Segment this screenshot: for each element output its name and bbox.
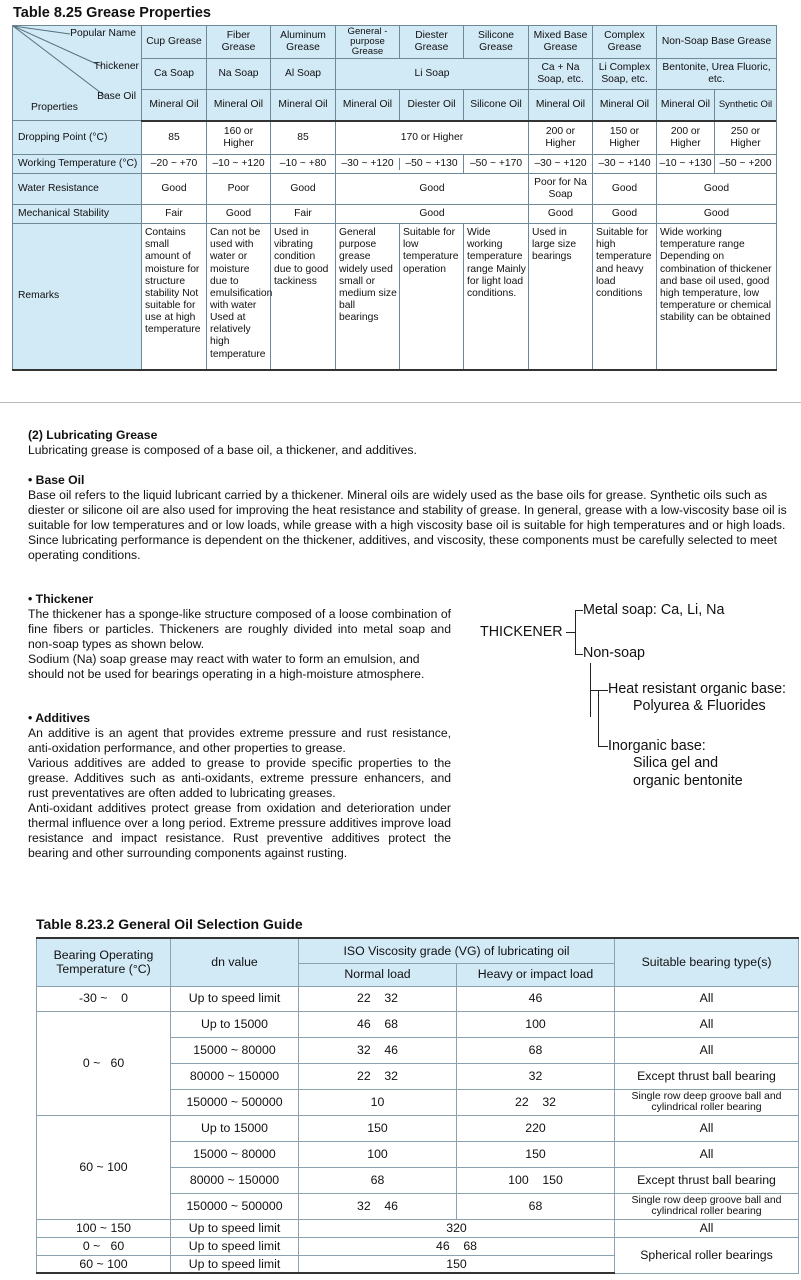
diagram-root-label: THICKENER bbox=[480, 624, 563, 640]
header-corner-cell bbox=[13, 26, 142, 121]
working-cell: –50 ~ +170 bbox=[464, 155, 529, 174]
section-divider bbox=[0, 402, 801, 403]
diagram-metal-soap: Metal soap: Ca, Li, Na bbox=[583, 602, 725, 618]
normal-load-cell: 100 bbox=[299, 1141, 457, 1167]
dropping-cell: 85 bbox=[142, 121, 207, 155]
normal-load-cell: 10 bbox=[299, 1089, 457, 1115]
base-oil-cell: Synthetic Oil bbox=[715, 90, 777, 121]
grease-name: Silicone Grease bbox=[464, 26, 529, 59]
diagram-connector bbox=[575, 654, 583, 655]
header-dn-value: dn value bbox=[171, 938, 299, 986]
normal-load-cell: 68 bbox=[299, 1167, 457, 1193]
grease-name: Fiber Grease bbox=[207, 26, 271, 59]
heavy-load-cell: 100 bbox=[457, 1011, 615, 1037]
grease-name: Aluminum Grease bbox=[271, 26, 336, 59]
grease-properties-table bbox=[12, 25, 777, 371]
dropping-cell: 250 or Higher bbox=[715, 121, 777, 155]
viscosity-merged-cell: 320 bbox=[299, 1219, 615, 1237]
diagram-connector bbox=[590, 663, 591, 717]
heavy-load-cell: 150 bbox=[457, 1141, 615, 1167]
remarks-cell: General purpose grease widely used small or medium size ball bearings bbox=[336, 224, 400, 370]
mech-cell: Fair bbox=[271, 205, 336, 224]
corner-thickener: Thickener bbox=[93, 61, 139, 72]
thickener-cell: Bentonite, Urea Fluoric, etc. bbox=[657, 59, 777, 90]
base-oil-cell: Mineral Oil bbox=[336, 90, 400, 121]
working-cell: –30 ~ +140 bbox=[593, 155, 657, 174]
remarks-cell: Suitable for high temperature and heavy load conditions bbox=[593, 224, 657, 370]
dn-cell: Up to speed limit bbox=[171, 986, 299, 1011]
header-iso-viscosity: ISO Viscosity grade (VG) of lubricating oil bbox=[299, 938, 615, 963]
temperature-cell: 60 ~ 100 bbox=[37, 1115, 171, 1219]
diagram-connector bbox=[575, 610, 583, 611]
base-oil-paragraph: Base oil refers to the liquid lubricant carried by a thickener. Mineral oils are widely used as the base oils for grease. Synthetic oils such as diester or silicone oil are also used for improving the heat resistance and stability of grease. In general, grease with a low-viscosity base oil is suitable for low temperatures and or low loads, while grease with a high viscosity base oil is suitable for high temperatures and or high loads. bbox=[28, 488, 787, 532]
table-8232-title: Table 8.23.2 General Oil Selection Guide bbox=[36, 916, 303, 932]
mech-cell: Good bbox=[207, 205, 271, 224]
diagram-connector bbox=[598, 690, 599, 746]
normal-load-cell: 22 32 bbox=[299, 986, 457, 1011]
normal-load-cell: 46 68 bbox=[299, 1011, 457, 1037]
bearing-type-cell: Except thrust ball bearing bbox=[615, 1167, 799, 1193]
bearing-type-cell: All bbox=[615, 1115, 799, 1141]
dn-cell: 15000 ~ 80000 bbox=[171, 1141, 299, 1167]
working-cell-li-diester: –50 ~ +130 bbox=[405, 158, 458, 170]
remarks-cell: Wide working temperature range Mainly for light load conditions. bbox=[464, 224, 529, 370]
remarks-cell: Contains small amount of moisture for structure stability Not suitable for use at high temperature bbox=[142, 224, 207, 370]
mech-cell: Fair bbox=[142, 205, 207, 224]
bearing-type-cell: All bbox=[615, 1037, 799, 1063]
dropping-cell: 170 or Higher bbox=[336, 121, 529, 155]
base-oil-cell: Silicone Oil bbox=[464, 90, 529, 121]
dropping-cell: 200 or Higher bbox=[529, 121, 593, 155]
lubricating-grease-section bbox=[28, 428, 788, 458]
row-label-mechanical-stability: Mechanical Stability bbox=[13, 205, 142, 224]
mech-cell: Good bbox=[657, 205, 777, 224]
diagram-inorganic: Inorganic base: bbox=[608, 738, 706, 754]
water-cell: Good bbox=[271, 174, 336, 205]
thickener-cell: Al Soap bbox=[271, 59, 336, 90]
dn-cell: Up to speed limit bbox=[171, 1237, 299, 1255]
viscosity-merged-cell: 46 68 bbox=[299, 1237, 615, 1255]
base-oil-paragraph: Since lubricating performance is dependent on the thickener, additives, and viscosity, these components must be carefully selected to meet operating conditions. bbox=[28, 533, 778, 562]
header-heavy-load: Heavy or impact load bbox=[457, 963, 615, 986]
normal-load-cell: 22 32 bbox=[299, 1063, 457, 1089]
normal-load-cell: 32 46 bbox=[299, 1193, 457, 1219]
water-cell: Poor for Na Soap bbox=[529, 174, 593, 205]
bearing-type-cell: All bbox=[615, 986, 799, 1011]
normal-load-cell: 150 bbox=[299, 1115, 457, 1141]
base-oil-cell: Mineral Oil bbox=[271, 90, 336, 121]
row-label-water-resistance: Water Resistance bbox=[13, 174, 142, 205]
bearing-type-cell: All bbox=[615, 1011, 799, 1037]
diagram-connector bbox=[590, 690, 598, 691]
dn-cell: Up to speed limit bbox=[171, 1255, 299, 1273]
oil-selection-table bbox=[36, 937, 799, 1274]
normal-load-cell: 32 46 bbox=[299, 1037, 457, 1063]
dropping-cell: 200 or Higher bbox=[657, 121, 715, 155]
working-cell: –10 ~ +120 bbox=[207, 155, 271, 174]
water-cell: Good bbox=[657, 174, 777, 205]
heavy-load-cell: 22 32 bbox=[457, 1089, 615, 1115]
base-oil-cell: Mineral Oil bbox=[207, 90, 271, 121]
row-label-remarks: Remarks bbox=[13, 224, 142, 370]
lubricating-grease-heading: (2) Lubricating Grease bbox=[28, 428, 158, 442]
base-oil-cell: Diester Oil bbox=[400, 90, 464, 121]
working-cell: –30 ~ +120 bbox=[529, 155, 593, 174]
working-cell: –10 ~ +80 bbox=[271, 155, 336, 174]
thickener-cell: Ca Soap bbox=[142, 59, 207, 90]
mech-cell: Good bbox=[529, 205, 593, 224]
dn-cell: 15000 ~ 80000 bbox=[171, 1037, 299, 1063]
grease-name: Complex Grease bbox=[593, 26, 657, 59]
additives-paragraph: Various additives are added to grease to provide specific properties to the grease. Additives such as anti-oxidants, extreme pressure enhancers, and rust preventatives are often added to lubricating greases. bbox=[28, 756, 451, 800]
temperature-cell: -30 ~ 0 bbox=[37, 986, 171, 1011]
working-cell: –10 ~ +130 bbox=[657, 155, 715, 174]
remarks-cell: Wide working temperature range Depending on combination of thickener and base oil used, good high temperature, low temperature or chemical stability can be obtained bbox=[657, 224, 777, 370]
diagram-inorganic-detail: Silica gel and bbox=[633, 755, 719, 771]
additives-paragraph: Anti-oxidant additives protect grease from oxidation and deterioration under thermal influence over a long period. Extreme pressure additives improve load resistance and impact resistance. Rust preventive additives protect the bearing and other surrounding components against rusting. bbox=[28, 801, 451, 860]
dn-cell: 150000 ~ 500000 bbox=[171, 1089, 299, 1115]
grease-name: Diester Grease bbox=[400, 26, 464, 59]
thickener-paragraph: Sodium (Na) soap grease may react with water to form an emulsion, and should not be used for bearings operating in a high-moisture atmosphere. bbox=[28, 652, 425, 681]
working-cell: –50 ~ +200 bbox=[715, 155, 777, 174]
bearing-type-cell-spherical: Spherical roller bearings bbox=[615, 1237, 799, 1273]
grease-name: General -purpose Grease bbox=[336, 26, 400, 59]
bearing-type-cell: Single row deep groove ball and cylindrical roller bearing bbox=[615, 1193, 799, 1219]
lubricating-grease-text: Lubricating grease is composed of a base oil, a thickener, and additives. bbox=[28, 443, 417, 457]
diagram-non-soap: Non-soap bbox=[583, 645, 645, 661]
water-cell: Good bbox=[336, 174, 529, 205]
bearing-type-cell: All bbox=[615, 1219, 799, 1237]
heavy-load-cell: 68 bbox=[457, 1037, 615, 1063]
remarks-cell: Used in vibrating condition due to good tackiness bbox=[271, 224, 336, 370]
remarks-cell: Used in large size bearings bbox=[529, 224, 593, 370]
corner-base-oil: Base Oil bbox=[97, 91, 136, 102]
diagram-connector bbox=[598, 690, 608, 691]
viscosity-merged-cell: 150 bbox=[299, 1255, 615, 1273]
base-oil-cell: Mineral Oil bbox=[142, 90, 207, 121]
base-oil-cell: Mineral Oil bbox=[657, 90, 715, 121]
additives-section bbox=[28, 711, 451, 861]
base-oil-section bbox=[28, 473, 788, 563]
row-label-working-temp: Working Temperature (°C) bbox=[13, 155, 142, 174]
header-temperature: Bearing Operating Temperature (°C) bbox=[37, 938, 171, 986]
bearing-type-cell: Single row deep groove ball and cylindrical roller bearing bbox=[615, 1089, 799, 1115]
remarks-cell: Suitable for low temperature operation bbox=[400, 224, 464, 370]
thickener-heading: • Thickener bbox=[28, 592, 94, 606]
dropping-cell: 85 bbox=[271, 121, 336, 155]
temperature-cell: 60 ~ 100 bbox=[37, 1255, 171, 1273]
bearing-type-cell: Except thrust ball bearing bbox=[615, 1063, 799, 1089]
header-normal-load: Normal load bbox=[299, 963, 457, 986]
corner-popular-name: Popular Name bbox=[70, 28, 136, 39]
grease-name: Cup Grease bbox=[142, 26, 207, 59]
mech-cell: Good bbox=[336, 205, 529, 224]
temperature-cell: 100 ~ 150 bbox=[37, 1219, 171, 1237]
heavy-load-cell: 100 150 bbox=[457, 1167, 615, 1193]
water-cell: Good bbox=[593, 174, 657, 205]
row-label-dropping-point: Dropping Point (°C) bbox=[13, 121, 142, 155]
dn-cell: 150000 ~ 500000 bbox=[171, 1193, 299, 1219]
table-825-title: Table 8.25 Grease Properties bbox=[13, 5, 212, 21]
diagram-connector bbox=[566, 632, 575, 633]
additives-paragraph: An additive is an agent that provides extreme pressure and rust resistance, anti-oxidation performance, and other properties to grease. bbox=[28, 726, 451, 755]
dn-cell: Up to speed limit bbox=[171, 1219, 299, 1237]
thickener-cell: Li Soap bbox=[336, 59, 529, 90]
heavy-load-cell: 46 bbox=[457, 986, 615, 1011]
thickener-paragraph: The thickener has a sponge-like structure composed of a loose combination of fine fibers or particles. Thickeners are roughly divided into metal soap and non-soap types as shown below. bbox=[28, 607, 451, 651]
temperature-cell: 0 ~ 60 bbox=[37, 1237, 171, 1255]
mech-cell: Good bbox=[593, 205, 657, 224]
thickener-cell: Na Soap bbox=[207, 59, 271, 90]
diagram-connector bbox=[598, 746, 608, 747]
thickener-section bbox=[28, 592, 451, 682]
grease-name: Non-Soap Base Grease bbox=[657, 26, 777, 59]
base-oil-heading: • Base Oil bbox=[28, 473, 85, 487]
heavy-load-cell: 220 bbox=[457, 1115, 615, 1141]
working-cell-li-mineral: –30 ~ +120 bbox=[336, 158, 400, 170]
water-cell: Poor bbox=[207, 174, 271, 205]
corner-properties: Properties bbox=[31, 102, 78, 113]
base-oil-cell: Mineral Oil bbox=[593, 90, 657, 121]
remarks-cell: Can not be used with water or moisture due to emulsification with water Used at relatively high temperature bbox=[207, 224, 271, 370]
dn-cell: 80000 ~ 150000 bbox=[171, 1063, 299, 1089]
diagram-heat-resistant-detail: Polyurea & Fluorides bbox=[633, 698, 766, 714]
heavy-load-cell: 32 bbox=[457, 1063, 615, 1089]
dropping-cell: 160 or Higher bbox=[207, 121, 271, 155]
diagram-connector bbox=[575, 610, 576, 654]
heavy-load-cell: 68 bbox=[457, 1193, 615, 1219]
dn-cell: 80000 ~ 150000 bbox=[171, 1167, 299, 1193]
dn-cell: Up to 15000 bbox=[171, 1011, 299, 1037]
dropping-cell: 150 or Higher bbox=[593, 121, 657, 155]
base-oil-cell: Mineral Oil bbox=[529, 90, 593, 121]
thickener-cell: Ca + Na Soap, etc. bbox=[529, 59, 593, 90]
water-cell: Good bbox=[142, 174, 207, 205]
diagram-inorganic-detail: organic bentonite bbox=[633, 773, 743, 789]
dn-cell: Up to 15000 bbox=[171, 1115, 299, 1141]
header-bearing-types: Suitable bearing type(s) bbox=[615, 938, 799, 986]
thickener-cell: Li Complex Soap, etc. bbox=[593, 59, 657, 90]
grease-name: Mixed Base Grease bbox=[529, 26, 593, 59]
bearing-type-cell: All bbox=[615, 1141, 799, 1167]
working-cell: –20 ~ +70 bbox=[142, 155, 207, 174]
temperature-cell: 0 ~ 60 bbox=[37, 1011, 171, 1115]
diagram-heat-resistant: Heat resistant organic base: bbox=[608, 681, 787, 697]
working-cell bbox=[336, 155, 464, 174]
additives-heading: • Additives bbox=[28, 711, 91, 725]
